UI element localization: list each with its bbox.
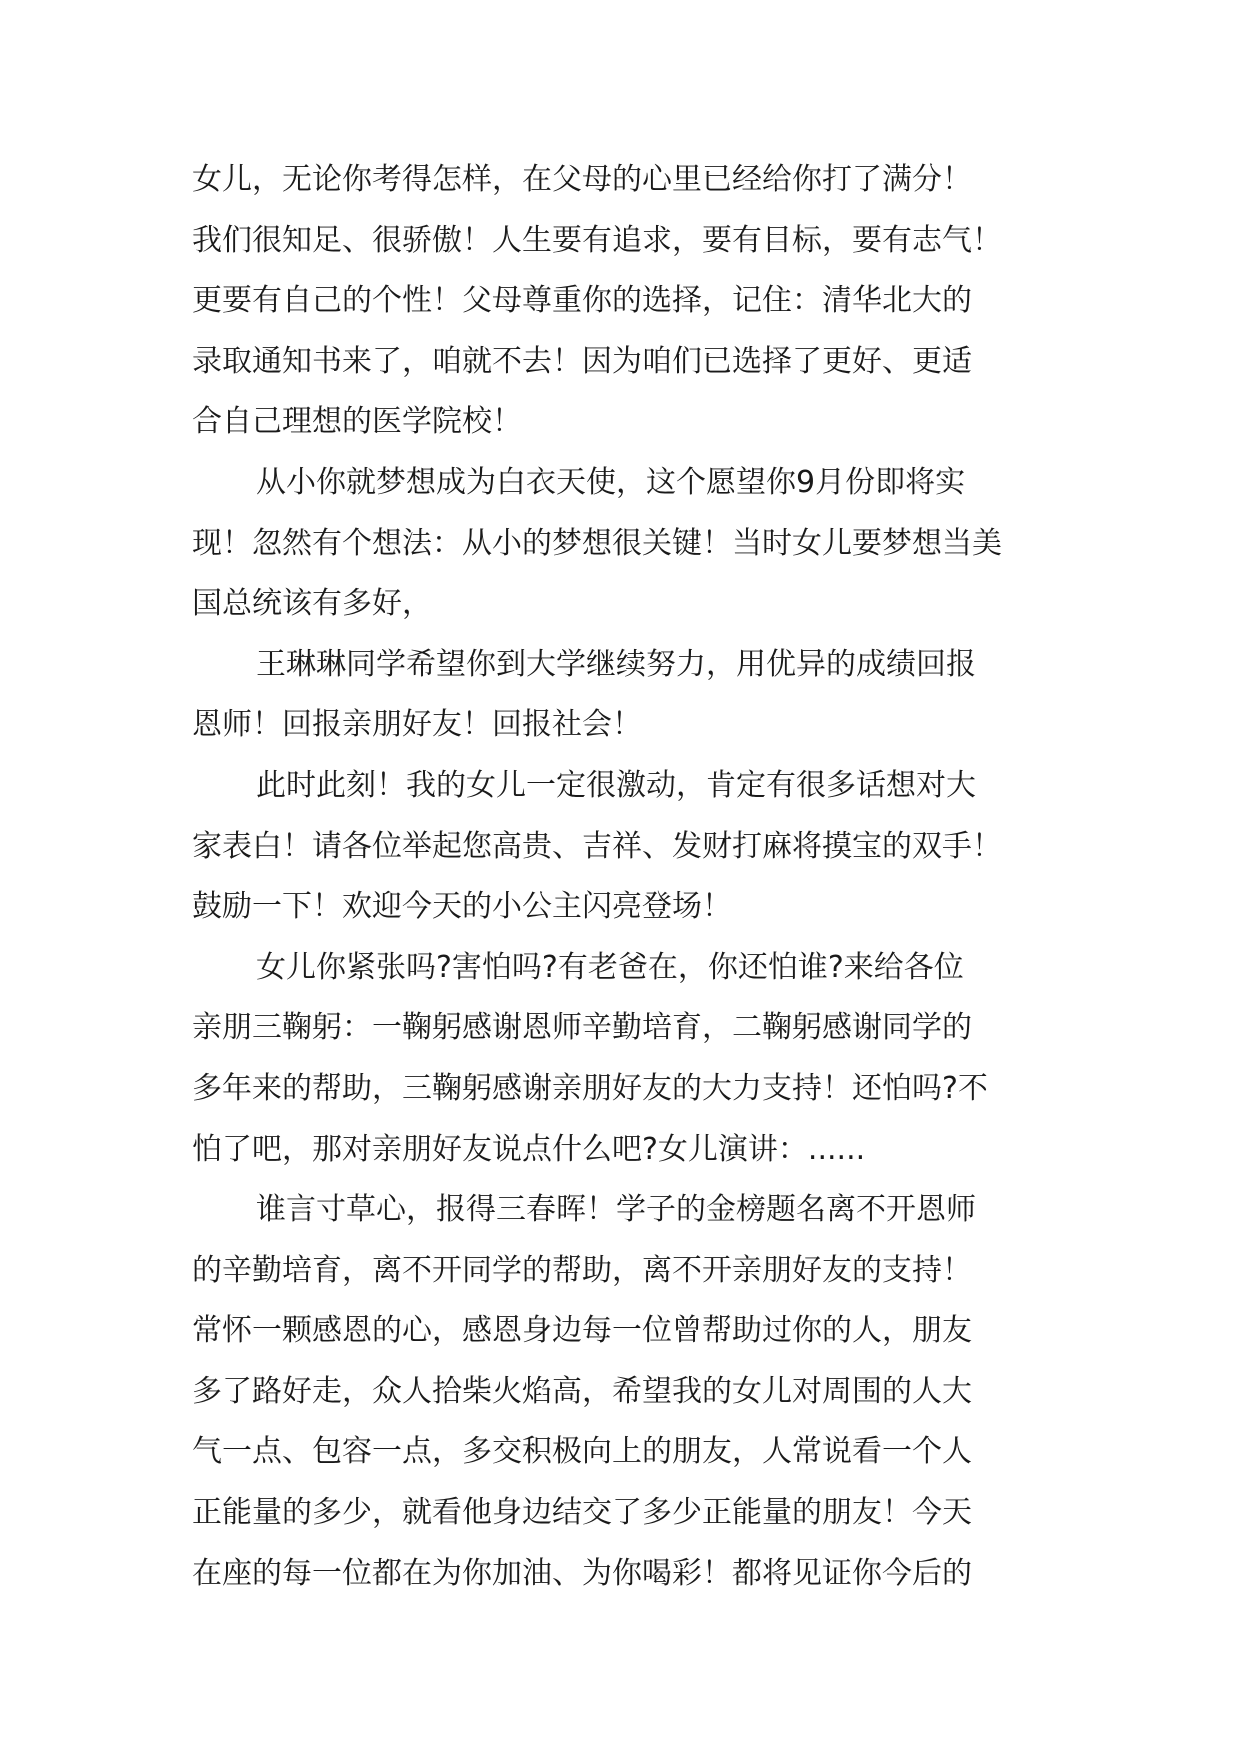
paragraph-first-line: 王琳琳同学希望你到大学继续努力，用优异的成绩回报 bbox=[256, 646, 976, 682]
text-line: 国总统该有多好， bbox=[192, 586, 432, 622]
text-line: 恩师！回报亲朋好友！回报社会！ bbox=[192, 707, 642, 743]
text-line: 多年来的帮助，三鞠躬感谢亲朋好友的大力支持！还怕吗?不 bbox=[192, 1070, 988, 1106]
text-line: 在座的每一位都在为你加油、为你喝彩！都将见证你今后的 bbox=[192, 1555, 972, 1591]
text-line: 多了路好走，众人拾柴火焰高，希望我的女儿对周围的人大 bbox=[192, 1373, 972, 1409]
text-line: 气一点、包容一点，多交积极向上的朋友，人常说看一个人 bbox=[192, 1434, 972, 1470]
text-line: 现！忽然有个想法：从小的梦想很关键！当时女儿要梦想当美 bbox=[192, 525, 1002, 561]
body-text bbox=[192, 150, 1052, 1604]
paragraph-first-line: 此时此刻！我的女儿一定很激动，肯定有很多话想对大 bbox=[256, 767, 976, 803]
text-line: 怕了吧，那对亲朋好友说点什么吧?女儿演讲：...... bbox=[192, 1131, 866, 1167]
paragraph-first-line: 谁言寸草心，报得三春晖！学子的金榜题名离不开恩师 bbox=[256, 1192, 976, 1228]
text-line: 家表白！请各位举起您高贵、吉祥、发财打麻将摸宝的双手！ bbox=[192, 828, 1002, 864]
paragraph-first-line: 女儿你紧张吗?害怕吗?有老爸在，你还怕谁?来给各位 bbox=[256, 949, 964, 985]
text-line: 常怀一颗感恩的心，感恩身边每一位曾帮助过你的人，朋友 bbox=[192, 1313, 972, 1349]
text-line: 我们很知足、很骄傲！人生要有追求，要有目标，要有志气！ bbox=[192, 222, 1002, 258]
text-line: 正能量的多少，就看他身边结交了多少正能量的朋友！今天 bbox=[192, 1495, 972, 1531]
text-line: 的辛勤培育，离不开同学的帮助，离不开亲朋好友的支持！ bbox=[192, 1252, 972, 1288]
text-line: 录取通知书来了，咱就不去！因为咱们已选择了更好、更适 bbox=[192, 343, 972, 379]
text-line: 女儿，无论你考得怎样，在父母的心里已经给你打了满分！ bbox=[192, 162, 972, 197]
text-line: 更要有自己的个性！父母尊重你的选择，记住：清华北大的 bbox=[192, 283, 972, 319]
paragraph-first-line: 从小你就梦想成为白衣天使，这个愿望你9月份即将实 bbox=[256, 464, 966, 500]
text-line: 鼓励一下！欢迎今天的小公主闪亮登场！ bbox=[192, 889, 732, 925]
text-line: 亲朋三鞠躬：一鞠躬感谢恩师辛勤培育，二鞠躬感谢同学的 bbox=[192, 1010, 972, 1046]
text-line: 合自己理想的医学院校！ bbox=[192, 404, 522, 440]
